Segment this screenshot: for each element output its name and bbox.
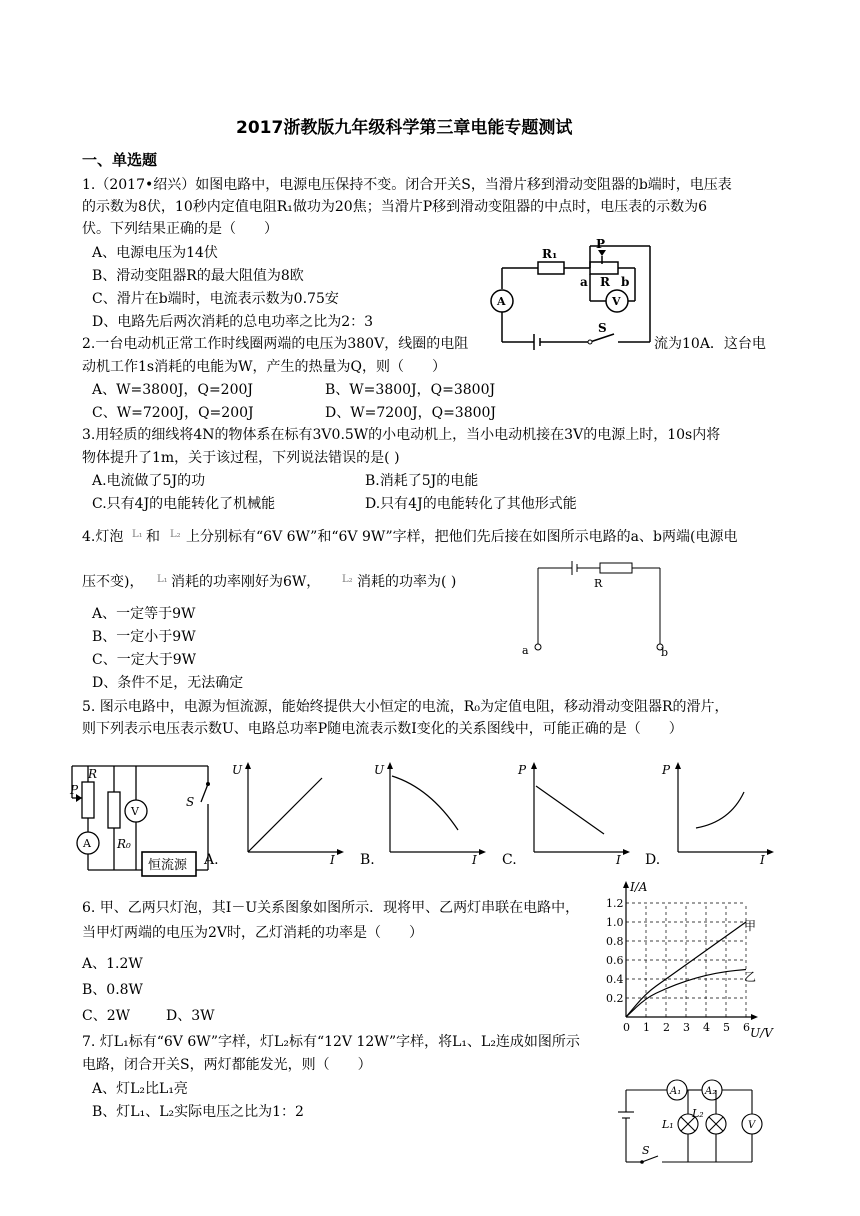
- label-p: P: [596, 237, 606, 251]
- label-s: S: [598, 321, 607, 335]
- q4-line1a: 4.灯泡: [82, 529, 124, 545]
- q2-option-d: D、W=7200J，Q=3800J: [325, 405, 497, 421]
- q5-option-b-label: B.: [360, 852, 375, 868]
- q3-option-b: B.消耗了5J的电能: [365, 473, 479, 489]
- q1-line2: 的示数为8伏，10秒内定值电阻R₁做功为20焦；当滑片P移到滑动变阻器的中点时，电压表的示数为6: [82, 199, 708, 215]
- q4-option-a: A、一定等于9W: [92, 606, 196, 622]
- q2-line1a: 2.一台电动机正常工作时线圈两端的电压为380V，线圈的电阻: [82, 336, 469, 352]
- terminal-a-label: a: [522, 644, 529, 657]
- label-p: P: [70, 783, 79, 797]
- label-r: R: [600, 275, 610, 289]
- q6-option-b: B、0.8W: [82, 982, 143, 998]
- q4-line1b: 和: [146, 529, 160, 545]
- q1-line1: 1.（2017•绍兴）如图电路中，电源电压保持不变。闭合开关S，当滑片移到滑动变阻器的b端时，电压表: [82, 177, 732, 193]
- q7-option-b: B、灯L₁、L₂实际电压之比为1：2: [92, 1104, 304, 1120]
- x-tick-label: 6: [743, 1021, 750, 1034]
- q4-l2-icon-2: L₂: [342, 574, 353, 585]
- axis-u-label: U: [232, 763, 243, 777]
- q4-option-c: C、一定大于9W: [92, 652, 197, 668]
- q6-option-c: C、2W: [82, 1008, 131, 1024]
- label-s: S: [186, 795, 195, 809]
- x-tick-label: 4: [703, 1021, 710, 1034]
- label-r0: R₀: [117, 837, 131, 851]
- q2-line2: 动机工作1s消耗的电能为W，产生的热量为Q，则（ ）: [82, 359, 446, 375]
- axis-i-label: I: [616, 853, 621, 867]
- q3-option-c: C.只有4J的电能转化了机械能: [92, 496, 276, 512]
- voltmeter-label: V: [131, 805, 139, 818]
- q7-line1: 7. 灯L₁标有“6V 6W”字样，灯L₂标有“12V 12W”字样，将L₁、L₂连成如图所示: [82, 1034, 580, 1050]
- x-tick-label: 0: [623, 1021, 630, 1034]
- q5-graph-c: [514, 758, 634, 868]
- axis-p-label: P: [518, 763, 527, 777]
- y-tick-label: 0.6: [606, 954, 624, 967]
- section-heading: 一、单选题: [82, 151, 158, 169]
- q4-line2b: 消耗的功率刚好为6W，: [171, 574, 321, 590]
- ammeter-label: A: [497, 295, 506, 308]
- x-tick-label: 3: [683, 1021, 690, 1034]
- q5-graph-a: [228, 758, 348, 868]
- constant-current-source-label: 恒流源: [148, 858, 188, 873]
- q5-option-d-label: D.: [645, 852, 661, 868]
- q4-line2c: 消耗的功率为( ): [357, 574, 457, 590]
- y-tick-label: 0.8: [606, 935, 624, 948]
- voltmeter-label: V: [748, 1120, 756, 1131]
- q3-option-d: D.只有4J的电能转化了其他形式能: [365, 496, 577, 512]
- label-r: R: [88, 767, 98, 781]
- q2-line1b: 流为10A．这台电: [654, 336, 766, 352]
- q3-line2: 物体提升了1m，关于该过程，下列说法错误的是( ): [82, 450, 400, 466]
- label-r: R: [594, 577, 603, 590]
- iu-chart: [604, 875, 784, 1045]
- q4-option-b: B、一定小于9W: [92, 629, 196, 645]
- x-tick-label: 2: [663, 1021, 670, 1034]
- q7-option-a: A、灯L₂比L₁亮: [92, 1081, 188, 1097]
- label-r1: R₁: [542, 247, 558, 261]
- q7-circuit-diagram: [612, 1074, 782, 1166]
- page-title: 2017浙教版九年级科学第三章电能专题测试: [236, 118, 573, 138]
- x-tick-label: 1: [643, 1021, 650, 1034]
- q3-option-a: A.电流做了5J的功: [92, 473, 206, 489]
- axis-i-label: I: [760, 853, 765, 867]
- q7-line2: 电路，闭合开关S，两灯都能发光，则（ ）: [82, 1057, 372, 1073]
- q1-line3: 伏。下列结果正确的是（ ）: [82, 221, 278, 237]
- q5-graph-d: [658, 758, 778, 868]
- x-tick-label: 5: [723, 1021, 730, 1034]
- y-tick-label: 0.4: [606, 973, 624, 986]
- y-axis-label: I/A: [630, 880, 648, 894]
- lamp-l1-label: L₁: [662, 1118, 674, 1131]
- q4-line2a: 压不变)，: [82, 574, 144, 590]
- legend-jia: 甲: [744, 919, 757, 933]
- axis-i-label: I: [472, 853, 477, 867]
- q3-line1: 3.用轻质的细线将4N的物体系在标有3V0.5W的小电动机上，当小电动机接在3V的电源上时，10s内将: [82, 427, 721, 443]
- q4-l1-icon: L₁: [132, 529, 143, 540]
- q4-line1c: 上分别标有“6V 6W”和“6V 9W”字样，把他们先后接在如图所示电路的a、b两端(电源电: [186, 529, 738, 545]
- q5-line2: 则下列表示电压表示数U、电路总功率P随电流表示数I变化的关系图线中，可能正确的是（ ）: [82, 721, 683, 737]
- y-tick-label: 1.2: [606, 897, 624, 910]
- q2-option-b: B、W=3800J，Q=3800J: [325, 382, 496, 398]
- label-b: b: [621, 275, 630, 289]
- label-a: a: [580, 275, 588, 289]
- q1-option-d: D、电路先后两次消耗的总电功率之比为2：3: [92, 314, 374, 330]
- q5-line1: 5. 图示电路中，电源为恒流源，能始终提供大小恒定的电流，R₀为定值电阻，移动滑动变阻器R的滑片，: [82, 699, 729, 715]
- q6-option-d: D、3W: [166, 1008, 215, 1024]
- q4-l1-icon-2: L₁: [157, 574, 168, 585]
- voltmeter-label: V: [612, 295, 621, 308]
- axis-i-label: I: [330, 853, 335, 867]
- axis-p-label: P: [662, 763, 671, 777]
- q4-circuit-diagram: [520, 560, 680, 660]
- legend-yi: 乙: [744, 970, 757, 984]
- q5-option-a-label: A.: [204, 852, 219, 868]
- q4-option-d: D、条件不足，无法确定: [92, 675, 244, 691]
- q2-option-a: A、W=3800J，Q=200J: [92, 382, 254, 398]
- lamp-l2-label: L₂: [692, 1107, 704, 1120]
- ammeter-a1-label: A₁: [670, 1086, 682, 1097]
- y-tick-label: 1.0: [606, 916, 624, 929]
- q4-l2-icon: L₂: [170, 529, 181, 540]
- q1-option-b: B、滑动变阻器R的最大阻值为8欧: [92, 268, 304, 284]
- ammeter-a2-label: A₂: [705, 1086, 717, 1097]
- axis-u-label: U: [374, 763, 385, 777]
- q5-graph-b: [370, 758, 490, 868]
- q2-option-c: C、W=7200J，Q=200J: [92, 405, 254, 421]
- q1-circuit-diagram: [490, 234, 660, 359]
- y-tick-label: 0.2: [606, 992, 624, 1005]
- terminal-b-label: b: [661, 646, 669, 659]
- q1-option-a: A、电源电压为14伏: [92, 245, 218, 261]
- x-axis-label: U/V: [750, 1026, 773, 1040]
- q6-line2: 当甲灯两端的电压为2V时，乙灯消耗的功率是（ ）: [82, 925, 424, 941]
- switch-s-label: S: [642, 1144, 650, 1157]
- q5-option-c-label: C.: [502, 852, 517, 868]
- q6-option-a: A、1.2W: [82, 956, 143, 972]
- ammeter-label: A: [83, 837, 91, 850]
- q6-line1: 6. 甲、乙两只灯泡，其I－U关系图象如图所示．现将甲、乙两灯串联在电路中，: [82, 900, 580, 916]
- q1-option-c: C、滑片在b端时，电流表示数为0.75安: [92, 291, 339, 307]
